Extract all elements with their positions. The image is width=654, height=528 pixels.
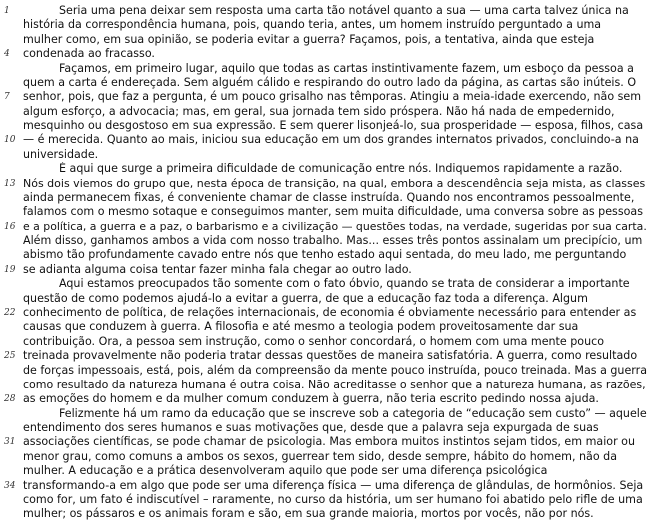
text-line: conhecimento de política, de relações internacionais, de economia é obviamente necessário para entender as: [23, 305, 637, 319]
line-number: 31: [4, 437, 16, 448]
line-number: 34: [4, 480, 16, 491]
text-line: questão de como podemos ajudá-lo a evitar a guerra, de que a educação faz toda a diferença. Algum: [23, 291, 588, 305]
line-number: 16: [4, 221, 16, 232]
line-number: 28: [4, 394, 16, 405]
text-line: Além disso, ganhamos ambos a vida com nosso trabalho. Mas... esses três pontos assinalam um precipício, um: [23, 234, 643, 248]
text-line: e a política, a guerra e a paz, o barbarismo e a civilização — questões todas, na verdade, sugeridas por sua carta.: [23, 219, 647, 233]
text-line: Façamos, em primeiro lugar, aquilo que todas as cartas instintivamente fazem, um esboço da pessoa a: [59, 61, 634, 75]
line-number: 22: [4, 307, 16, 318]
text-line: É aqui que surge a primeira dificuldade de comunicação entre nós. Indiquemos rapidamente a razão.: [59, 162, 623, 176]
text-line: como resultado da natureza humana é outra coisa. Não acreditasse o senhor que a natureza humana, as razões,: [23, 377, 646, 391]
text-line: Nós dois viemos do grupo que, nesta época de transição, na qual, embora a descendência seja mista, as classes: [23, 176, 646, 190]
text-line: causas que conduzem à guerra. A filosofia e até mesmo a teologia podem proveitosamente dar sua: [23, 320, 579, 334]
text-line: mulher; os pássaros e os animais foram e são, em sua grande maioria, mortos por vocês, não por nós.: [23, 507, 594, 521]
text-line: condenada ao fracasso.: [23, 47, 155, 61]
line-number: 1: [4, 6, 10, 16]
text-line: de forças impessoais, está, pois, além da compreensão da mente pouco instruída, pouco treinada. Mas a guerra: [23, 363, 647, 377]
text-line: Seria uma pena deixar sem resposta uma carta tão notável quanto a sua — uma carta talvez única na: [59, 4, 629, 17]
line-number: 10: [4, 135, 16, 146]
line-number: 25: [4, 351, 16, 362]
text-line: mulher. A educação e a prática desenvolveram aquilo que pode ser uma diferença psicológica: [23, 464, 548, 478]
text-line: transformando-a em algo que pode ser uma diferença física — uma diferença de glândulas, de hormônios. Seja: [23, 478, 644, 492]
text-line: menor grau, como comuns a ambos os sexos, guerrear tem sido, desde sempre, hábito do homem, não da: [23, 449, 618, 463]
line-number: 13: [4, 178, 16, 189]
line-number: 19: [4, 264, 16, 275]
line-number: 4: [4, 49, 10, 60]
text-line: se adianta alguma coisa tentar fazer minha fala chegar ao outro lado.: [23, 262, 412, 276]
text-line: Aqui estamos preocupados tão somente com o fato óbvio, quando se trata de considerar a importante: [59, 277, 630, 291]
text-line: associações científicas, se pode chamar de psicologia. Mas embora muitos instintos sejam tidos, em maior ou: [23, 435, 635, 449]
text-line: ainda permanecem fixas, é conveniente chamar de classe instruída. Quando nos encontramos pessoalmente,: [23, 190, 635, 204]
text-line: entendimento dos seres humanos e suas motivações que, desde que a palavra seja expurgada de suas: [23, 421, 599, 435]
text-line: as emoções do homem e da mulher comum conduzem à guerra, não teria escrito pedindo nossa ajuda.: [23, 392, 599, 406]
text-line: Felizmente há um ramo da educação que se inscreve sob a categoria de “educação sem custo” — aquele: [59, 406, 647, 420]
text-line: falamos com o mesmo sotaque e conseguimos manter, sem muita dificuldade, uma conversa sobre as pessoas: [23, 205, 643, 219]
text-line: mesquinho ou desgostoso em sua expressão. E sem querer lisonjeá-lo, sua prosperidade — esposa, filhos, casa: [23, 119, 644, 133]
text-line: — é merecida. Quanto ao mais, iniciou sua educação em um dos grandes internatos privados, concluindo-a na: [23, 133, 639, 147]
text-line: treinada provavelmente não poderia tratar dessas questões de maneira satisfatória. A guerra, como resultado: [23, 349, 638, 363]
line-number: 7: [4, 92, 10, 103]
text-line: mulher como, em sua opinião, se poderia evitar a guerra? Façamos, pois, a tentativa, ainda que esteja: [23, 32, 595, 46]
text-line: universidade.: [23, 147, 99, 161]
text-line: algum esforço, a advocacia; mas, em geral, sua jornada tem sido próspera. Não há nada de empedernido,: [23, 104, 615, 118]
text-line: senhor, pois, que faz a pergunta, é um pouco grisalho nas têmporas. Atingiu a meia-idade exercendo, não sem: [23, 90, 642, 104]
text-line: contribuição. Ora, a pessoa sem instrução, como o senhor concordará, o homem com uma mente pouco: [23, 334, 605, 348]
text-line: como for, um fato é indiscutível – raramente, no curso da história, um ser humano foi abatido pelo rifle de uma: [23, 492, 643, 506]
text-line: quem a carta é endereçada. Sem alguém cálido e respirando do outro lado da página, as cartas são inúteis. O: [23, 75, 637, 89]
text-line: história da correspondência humana, pois, quando teria, antes, um homem instruído perguntado a uma: [23, 18, 602, 32]
text-line: abismo tão profundamente cavado entre nós que tenho estado aqui sentada, do meu lado, me perguntando: [23, 248, 627, 262]
